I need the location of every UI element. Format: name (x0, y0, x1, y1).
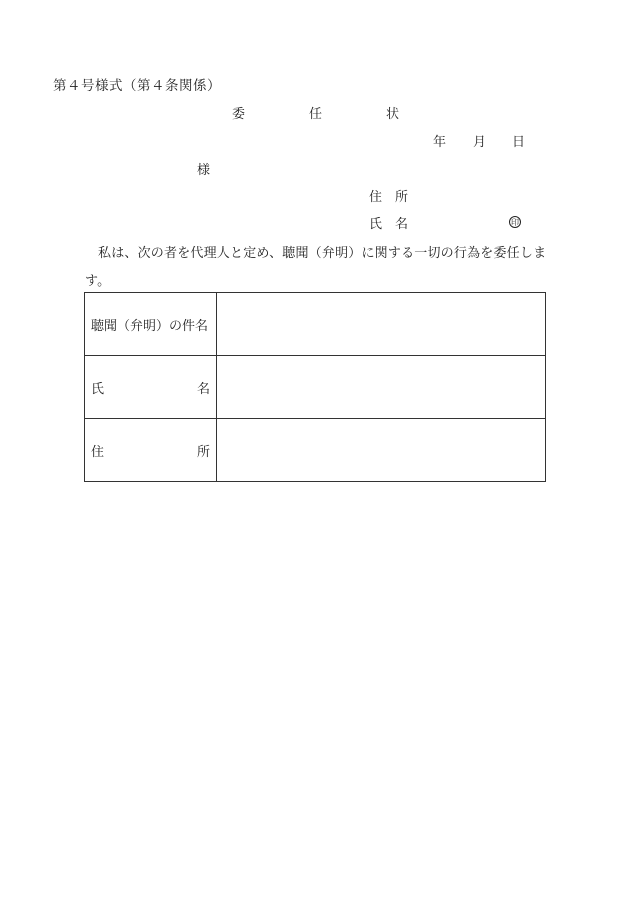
agent-address-label-left: 住 (91, 444, 105, 460)
hearing-subject-value-cell[interactable] (217, 293, 546, 356)
date-month-label: 月 (473, 135, 487, 150)
agent-name-value-cell[interactable] (217, 356, 546, 419)
title-char-3: 状 (386, 107, 400, 122)
date-year-label: 年 (433, 135, 447, 150)
agent-name-label-right: 名 (196, 381, 210, 397)
hearing-subject-label-cell (85, 293, 217, 356)
agent-address-value-cell[interactable] (217, 419, 546, 482)
agent-name-label-cell (85, 356, 217, 419)
principal-name-label-char-1: 氏 (369, 217, 383, 232)
date-day-label: 日 (512, 135, 526, 150)
title-char-2: 任 (309, 107, 323, 122)
agent-info-table (84, 292, 546, 482)
title-char-1: 委 (232, 107, 246, 122)
hearing-subject-label: 聴聞（弁明）の件名 (91, 318, 209, 334)
table-row (85, 356, 546, 419)
agent-address-label-cell (85, 419, 217, 482)
principal-name-label-char-2: 名 (395, 217, 409, 232)
agent-address-label-right: 所 (196, 444, 210, 460)
agent-name-label-left: 氏 (91, 381, 105, 397)
addressee-suffix: 様 (197, 163, 211, 178)
table-row (85, 419, 546, 482)
principal-address-label-char-2: 所 (395, 190, 409, 205)
table-row (85, 293, 546, 356)
form-number-label: 第４号様式（第４条関係） (53, 78, 221, 94)
seal-mark-icon: 印 (511, 218, 519, 227)
delegation-statement: 私は、次の者を代理人と定め、聴聞（弁明）に関する一切の行為を委任します。 (85, 246, 547, 289)
principal-address-label-char-1: 住 (369, 190, 383, 205)
